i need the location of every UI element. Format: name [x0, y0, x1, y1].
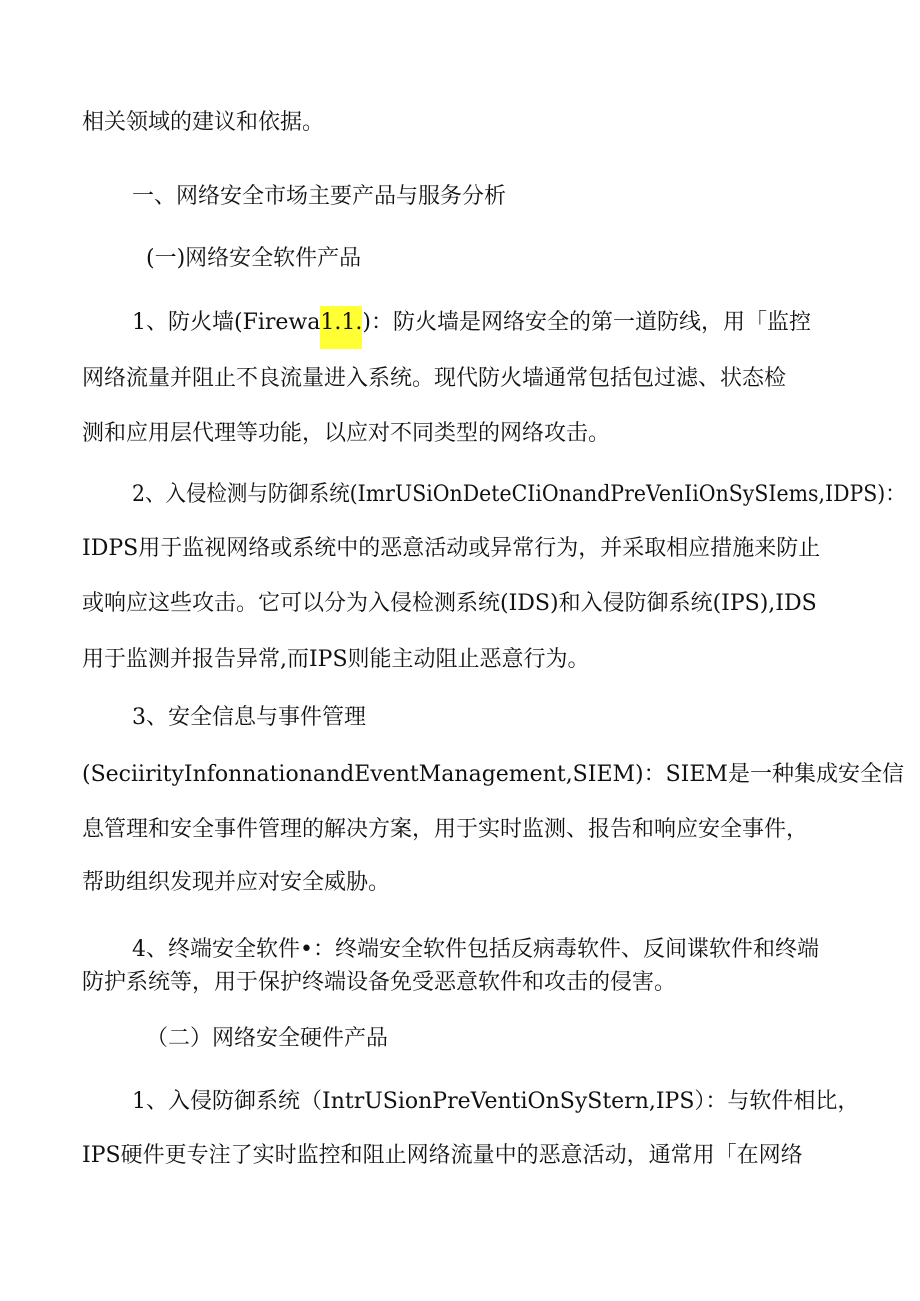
paragraph-line: 帮助组织发现并应对安全威胁。: [82, 870, 391, 895]
subsection-heading: (一)网络安全软件产品: [146, 246, 362, 271]
paragraph-line: 防护系统等，用于保护终端设备免受恶意软件和攻击的侵害。: [82, 970, 677, 995]
paragraph-line: 或响应这些攻击。它可以分为入侵检测系统(IDS)和入侵防御系统(IPS),IDS: [82, 591, 817, 616]
paragraph-line: IPS硬件更专注了实时监控和阻止网络流量中的恶意活动，通常用「在网络: [82, 1143, 803, 1168]
paragraph-line: (SeciirityInfonnationandEventManagement,SIEM)：SIEM是一种集成安全信: [82, 762, 904, 787]
paragraph-line: IDPS用于监视网络或系统中的恶意活动或异常行为，并采取相应措施来防止: [82, 536, 821, 561]
paragraph-line: 测和应用层代理等功能，以应对不同类型的网络攻击。: [82, 421, 611, 446]
paragraph-line: 1、入侵防御系统（IntrUSionPreVentiOnSyStern,IPS）：与软件相比，: [132, 1089, 860, 1114]
paragraph-line: 3、安全信息与事件管理: [132, 705, 366, 730]
paragraph-line: 网络流量并阻止不良流量进入系统。现代防火墙通常包括包过滤、状态检: [82, 366, 787, 391]
subsection-heading: （二）网络安全硬件产品: [146, 1026, 389, 1051]
highlighted-text: 1.1.: [320, 306, 362, 349]
firewall-text-before: 1、防火墙(Firewa: [132, 310, 321, 335]
paragraph-line: 相关领域的建议和依据。: [82, 110, 325, 135]
section-heading: 一、网络安全市场主要产品与服务分析: [132, 184, 507, 209]
paragraph-line: 用于监测并报告异常,而IPS则能主动阻止恶意行为。: [82, 647, 590, 672]
paragraph-line: 4、终端安全软件•：终端安全软件包括反病毒软件、反间谍软件和终端: [132, 937, 819, 962]
paragraph-line: 2、入侵检测与防御系统(ImrUSiOnDeteCIiOnandPreVenIiOnSySIems,IDPS)：: [132, 482, 906, 507]
firewall-text-after: )：防火墙是网络安全的第一道防线，用「监控: [362, 310, 811, 335]
firewall-line: [132, 308, 811, 338]
paragraph-line: 息管理和安全事件管理的解决方案，用于实时监测、报告和响应安全事件，: [82, 817, 809, 842]
